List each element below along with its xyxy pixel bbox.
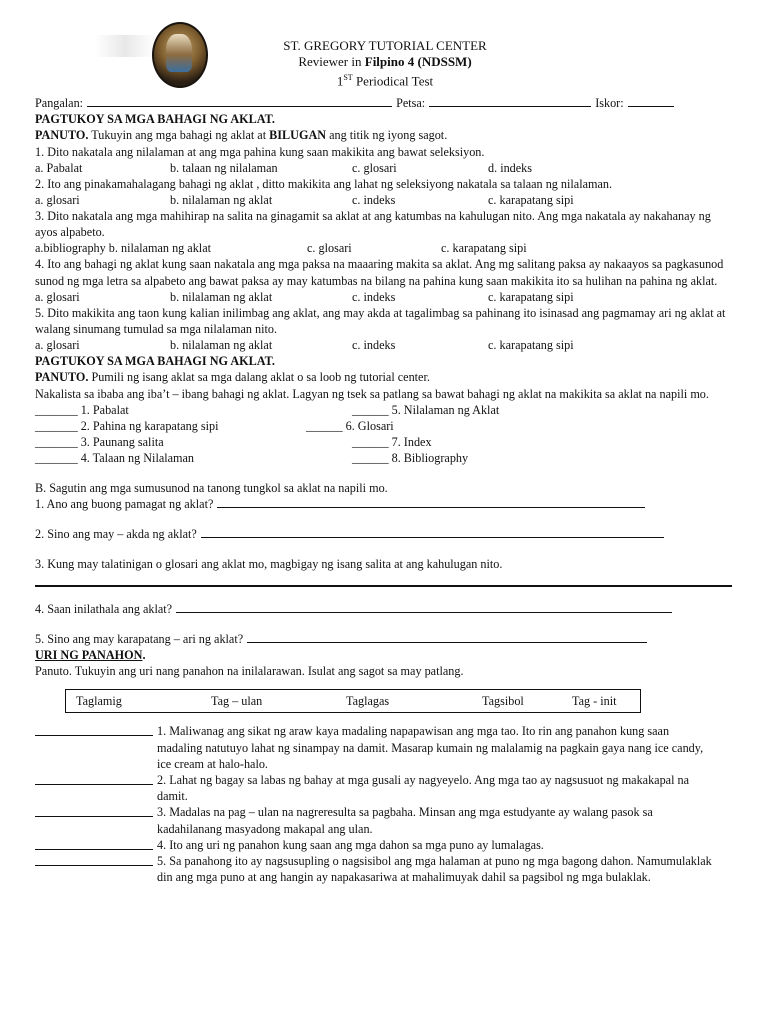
name-label: Pangalan:: [35, 96, 84, 110]
part3-instruction: Panuto. Tukuyin ang uri nang panahon na inilalarawan. Isulat ang sagot sa may patlang.: [35, 664, 464, 679]
part1-q1: 1. Dito nakatala ang nilalaman at ang mga pahina kung saan makikita ang bawat seleksiyon.: [35, 144, 485, 159]
part2-instruction: PANUTO. Pumili ng isang aklat sa mga dalang aklat o sa loob ng tutorial center.: [35, 370, 430, 385]
part1-instruction: PANUTO. Tukuyin ang mga bahagi ng aklat at BILUGAN ang titik ng iyong sagot.: [35, 128, 448, 143]
checklist-item[interactable]: _______ 2. Pahina ng karapatang sipi: [35, 418, 219, 433]
reviewer-prefix: Reviewer in: [298, 54, 365, 69]
option[interactable]: c. karapatang sipi: [441, 241, 527, 256]
checklist-item[interactable]: ______ 6. Glosari: [306, 418, 394, 433]
test-line: [235, 70, 535, 89]
partB-q4: 4. Saan inilathala ang aklat?: [35, 601, 735, 617]
checklist-row: [35, 418, 735, 434]
checklist-row: [35, 450, 735, 466]
part1-q5: 5. Dito makikita ang taon kung kalian inilimbag ang aklat, ang may akda at tagalimbag sa pahinang ito isinasad ang pagmamay ari ng aklat at walang sinumang tumulad sa mga nilalaman nito.: [35, 305, 726, 337]
test-sup: ST: [343, 73, 353, 82]
reviewer-line: [235, 54, 535, 70]
q1-options: [35, 160, 735, 176]
school-name: ST. GREGORY TUTORIAL CENTER: [283, 38, 487, 53]
q4-options: [35, 289, 735, 305]
option[interactable]: b. nilalaman ng aklat: [170, 193, 273, 208]
partB-title: B. Sagutin ang mga sumusunod na tanong tungkol sa aklat na napili mo.: [35, 480, 388, 495]
date-label: Petsa:: [396, 96, 426, 110]
answer-blank[interactable]: [35, 853, 153, 866]
name-field[interactable]: [87, 95, 392, 107]
option[interactable]: c. karapatang sipi: [488, 338, 574, 353]
partB-q3: 3. Kung may talatinigan o glosari ang aklat mo, magbigay ng isang salita at ang kahulugan nito.: [35, 557, 503, 572]
option[interactable]: a.bibliography b. nilalaman ng aklat: [35, 241, 211, 256]
answer-line[interactable]: [201, 526, 664, 538]
option[interactable]: c. glosari: [352, 160, 397, 175]
checklist-item[interactable]: ______ 5. Nilalaman ng Aklat: [352, 402, 500, 417]
season-choice: Taglamig: [76, 694, 122, 709]
option[interactable]: a. glosari: [35, 289, 80, 304]
score-field[interactable]: [628, 95, 674, 107]
part1-q4: 4. Ito ang bahagi ng aklat kung saan nakatala ang mga paksa na maaaring makita sa aklat. Ang mg salitang paksa ay nakaayos sa pagkasunod sunod ng mga letra sa alpabeto ang bawat paksa ay may katumbas na bilang na pahina kung saan makikita ito sa hulihan na pahina ng aklat.: [35, 257, 724, 288]
info-row: [35, 95, 735, 111]
header: [35, 0, 735, 95]
q2-options: [35, 192, 735, 208]
checklist-item[interactable]: ______ 7. Index: [352, 434, 432, 449]
partB-q1: 1. Ano ang buong pamagat ng aklat?: [35, 496, 735, 512]
option[interactable]: b. nilalaman ng aklat: [170, 338, 273, 353]
season-item: 5. Sa panahong ito ay nagsusupling o nagsisibol ang mga halaman at puno ng mga bagong dahon. Namumulaklak din ang mga puno at ang hangin ay napakasariwa at mahalimuyak dahil sa pagsibol ng mga bulaklak.: [35, 853, 735, 885]
score-label: Iskor:: [595, 96, 624, 110]
header-text: [235, 38, 535, 89]
part2-title: PAGTUKOY SA MGA BAHAGI NG AKLAT.: [35, 354, 275, 369]
reviewer-subject: Filpino 4 (NDSSM): [364, 54, 472, 69]
season-choice: Taglagas: [346, 694, 390, 709]
answer-line[interactable]: [247, 631, 647, 643]
season-item: 4. Ito ang uri ng panahon kung saan ang mga dahon sa mga puno ay lumalagas.: [35, 837, 735, 853]
option[interactable]: d. indeks: [488, 160, 533, 175]
season-item: 2. Lahat ng bagay sa labas ng bahay at mga gusali ay nagyeyelo. Ang mga tao ay nagsusuot ng makakapal na damit.: [35, 772, 735, 804]
season-choice: Tag – ulan: [211, 694, 263, 709]
answer-blank[interactable]: [35, 837, 153, 850]
checklist-item[interactable]: _______ 3. Paunang salita: [35, 434, 164, 449]
date-field[interactable]: [429, 95, 591, 107]
answer-blank[interactable]: [35, 772, 153, 785]
answer-blank[interactable]: [35, 723, 153, 736]
part1-q3: 3. Dito nakatala ang mga mahihirap na salita na ginagamit sa aklat at ang katumbas na kahulugan nito. Ang mga nakatala ay nakahanay ng ayos alpabeto.: [35, 209, 711, 240]
q5-options: [35, 337, 735, 353]
worksheet: [35, 0, 735, 886]
option[interactable]: a. glosari: [35, 338, 80, 353]
option[interactable]: c. indeks: [352, 193, 396, 208]
partB-q2: 2. Sino ang may – akda ng aklat?: [35, 526, 735, 542]
option[interactable]: c. indeks: [352, 338, 396, 353]
test-number: 1: [336, 73, 344, 89]
option[interactable]: a. glosari: [35, 193, 80, 208]
part1-q2: 2. Ito ang pinakamahalagang bahagi ng aklat , ditto makikita ang lahat ng seleksiyong nakatala sa talaan ng nilalaman.: [35, 176, 613, 191]
part3-title: URI NG PANAHON.: [35, 648, 146, 663]
season-item: 1. Maliwanag ang sikat ng araw kaya madaling napapawisan ang mga tao. Ito rin ang panahon kung saan madaling natutuyo lahat ng sinampay na damit. Masarap kumain ng malalamig na pagkain gaya nang ice candy, ice cream at halo-halo.: [35, 723, 735, 772]
option[interactable]: b. talaan ng nilalaman: [170, 160, 278, 175]
answer-line[interactable]: [217, 496, 645, 508]
season-item: 3. Madalas na pag – ulan na nagreresulta sa pagbaha. Minsan ang mga estudyante ay walang pasok sa kadahilanang masyadong makapal ang ulan.: [35, 804, 735, 836]
season-choice: Tag - init: [572, 694, 617, 709]
checklist-item[interactable]: _______ 4. Talaan ng Nilalaman: [35, 450, 195, 465]
option[interactable]: c. glosari: [307, 241, 352, 256]
checklist-item[interactable]: _______ 1. Pabalat: [35, 402, 129, 417]
part2-subinstruction: Nakalista sa ibaba ang iba’t – ibang bahagi ng aklat. Lagyan ng tsek sa patlang sa bawat bahagi ng aklat na makikita sa aklat na napili mo.: [35, 386, 709, 401]
option[interactable]: c. karapatang sipi: [488, 193, 574, 208]
checklist-item[interactable]: ______ 8. Bibliography: [352, 450, 469, 465]
option[interactable]: a. Pabalat: [35, 160, 83, 175]
season-choices-box: [65, 689, 641, 713]
answer-line-thick[interactable]: [35, 585, 732, 587]
option[interactable]: b. nilalaman ng aklat: [170, 289, 273, 304]
option[interactable]: c. indeks: [352, 289, 396, 304]
part1-title: PAGTUKOY SA MGA BAHAGI NG AKLAT.: [35, 112, 275, 127]
answer-blank[interactable]: [35, 804, 153, 817]
q3-options: [35, 240, 735, 256]
checklist-row: [35, 402, 735, 418]
answer-line[interactable]: [176, 601, 672, 613]
test-rest: Periodical Test: [352, 73, 434, 89]
option[interactable]: c. karapatang sipi: [488, 289, 574, 304]
partB-q5: 5. Sino ang may karapatang – ari ng aklat?: [35, 631, 735, 647]
checklist-row: [35, 434, 735, 450]
season-choice: Tagsibol: [482, 694, 524, 709]
